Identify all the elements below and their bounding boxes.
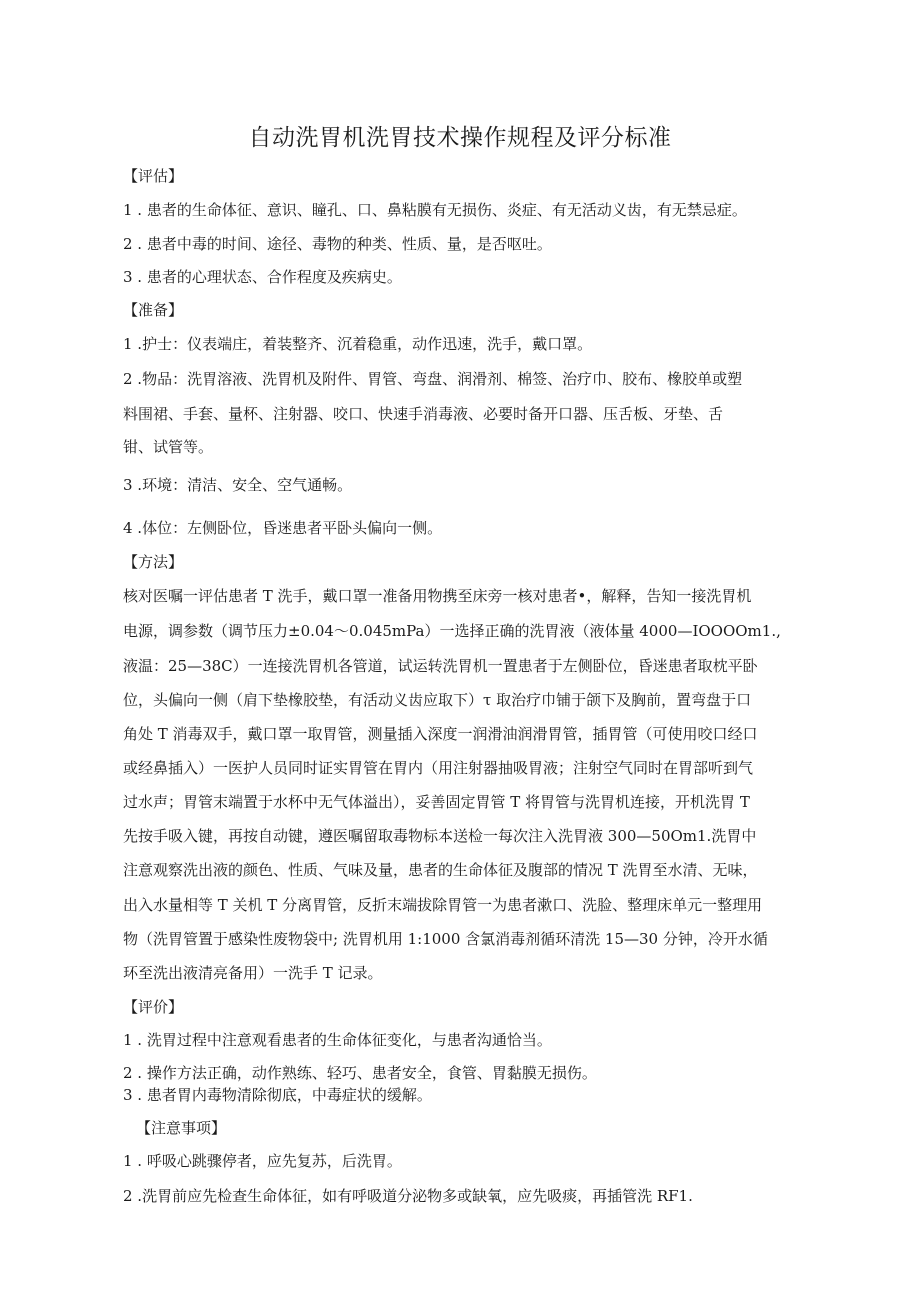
- notes-item: 2 .洗胃前应先检查生命体征，如有呼吸道分泌物多或缺氧，应先吸痰，再插管洗 RF1.: [123, 1187, 693, 1205]
- evaluation-item: 2 . 操作方法正确，动作熟练、轻巧、患者安全，食管、胃黏膜无损伤。: [123, 1064, 597, 1082]
- preparation-item: 1 .护士：仪表端庄，着装整齐、沉着稳重，动作迅速，洗手，戴口罩。: [123, 335, 593, 353]
- method-line: 出入水量相等 T 关机 T 分离胃管，反折末端拔除胃管一为患者漱口、洗脸、整理床单元一整理用: [123, 896, 763, 914]
- assessment-item: 3 . 患者的心理状态、合作程度及疾病史。: [123, 268, 402, 286]
- evaluation-item: 1 . 洗胃过程中注意观看患者的生命体征变化，与患者沟通恰当。: [123, 1031, 552, 1049]
- preparation-item: 2 .物品：洗胃溶液、洗胃机及附件、胃管、弯盘、润滑剂、棉签、治疗巾、胶布、橡胶单或塑: [123, 370, 743, 388]
- method-line: 电源，调参数（调节压力±0.04～0.045mPa）一选择正确的洗胃液（液体量 4000—IOOOOm1.,: [123, 622, 781, 640]
- assessment-item: 2 . 患者中毒的时间、途径、毒物的种类、性质、量，是否呕吐。: [123, 235, 552, 253]
- method-line: 环至洗出液清亮备用）一洗手 T 记录。: [123, 964, 383, 982]
- section-heading-preparation: 【准备】: [123, 301, 184, 319]
- method-line: 注意观察洗出液的颜色、性质、气味及量，患者的生命体征及腹部的情况 T 洗胃至水清、无味，: [123, 861, 758, 879]
- method-line: 过水声；胃管末端置于水杯中无气体溢出），妥善固定胃管 T 将胃管与洗胃机连接，开机洗胃 T: [123, 793, 750, 811]
- section-heading-method: 【方法】: [123, 553, 184, 571]
- section-heading-notes: 【注意事项】: [136, 1119, 227, 1137]
- method-line: 物（洗胃管置于感染性废物袋中; 洗胃机用 1:1000 含氯消毒剂循环清洗 15—30 分钟，冷开水循: [123, 930, 768, 948]
- notes-item: 1 . 呼吸心跳骤停者，应先复苏，后洗胃。: [123, 1152, 402, 1170]
- method-line: 核对医嘱一评估患者 T 洗手，戴口罩一准备用物携至床旁一核对患者•，解释，告知一接洗胃机: [123, 587, 752, 605]
- section-heading-evaluation: 【评价】: [123, 998, 184, 1016]
- method-line: 位，头偏向一侧（肩下垫橡胶垫，有活动义齿应取下）τ 取治疗巾铺于颌下及胸前，置弯盘于口: [123, 691, 752, 709]
- preparation-item-continued: 钳、试管等。: [123, 438, 214, 456]
- assessment-item: 1 . 患者的生命体征、意识、瞳孔、口、鼻粘膜有无损伤、炎症、有无活动义齿，有无禁忌症。: [123, 201, 747, 219]
- evaluation-item: 3 . 患者胃内毒物清除彻底，中毒症状的缓解。: [123, 1086, 432, 1104]
- preparation-item-continued: 料围裙、手套、量杯、注射器、咬口、快速手消毒液、必要时备开口器、压舌板、牙垫、舌: [123, 405, 724, 423]
- method-line: 先按手吸入键，再按自动键，遵医嘱留取毒物标本送检一每次注入洗胃液 300—50Om1.洗胃中: [123, 827, 757, 845]
- section-heading-assessment: 【评估】: [123, 167, 184, 185]
- page-title: 自动洗胃机洗胃技术操作规程及评分标准: [248, 125, 672, 151]
- preparation-item: 3 .环境：清洁、安全、空气通畅。: [123, 476, 353, 494]
- method-line: 角处 T 消毒双手，戴口罩一取胃管，测量插入深度一润滑油润滑胃管，插胃管（可使用咬口经口: [123, 725, 758, 743]
- preparation-item: 4 .体位：左侧卧位，昏迷患者平卧头偏向一侧。: [123, 519, 443, 537]
- method-line: 液温：25—38C）一连接洗胃机各管道，试运转洗胃机一置患者于左侧卧位，昏迷患者取枕平卧: [123, 657, 758, 675]
- method-line: 或经鼻插入）一医护人员同时证实胃管在胃内（用注射器抽吸胃液；注射空气同时在胃部听到气: [123, 759, 754, 777]
